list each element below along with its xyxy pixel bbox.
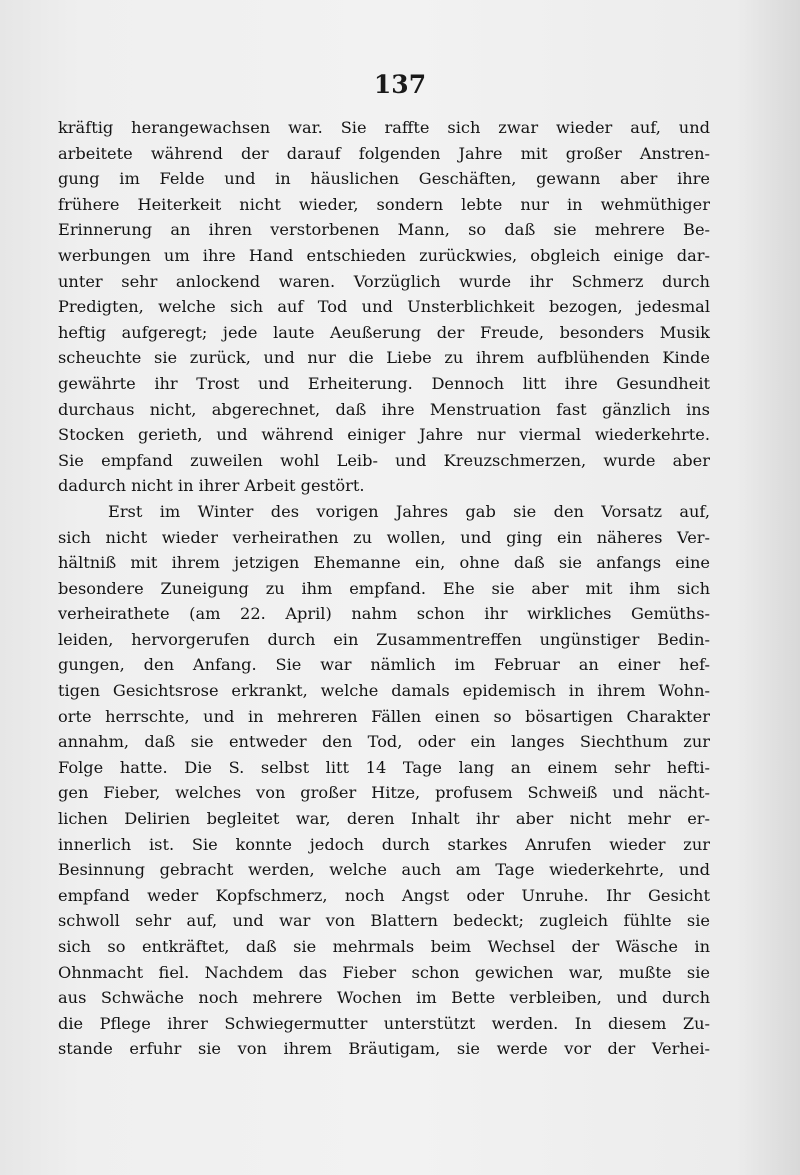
text-line: heftig aufgeregt; jede laute Aeußerung der Freude, besonders Musik <box>58 322 710 342</box>
text-line: kräftig herangewachsen war. Sie raffte sich zwar wieder auf, und <box>58 118 710 137</box>
text-line: tigen Gesichtsrose erkrankt, welche damals epidemisch in ihrem Wohn- <box>58 681 710 701</box>
text-line: scheuchte sie zurück, und nur die Liebe zu ihrem aufblühenden Kinde <box>58 348 710 368</box>
text-line: die Pflege ihrer Schwiegermutter unterstützt werden. In diesem Zu- <box>58 1013 710 1033</box>
text-line: besondere Zuneigung zu ihm empfand. Ehe sie aber mit ihm sich <box>58 578 710 598</box>
text-line: orte herrschte, und in mehreren Fällen einen so bösartigen Charakter <box>58 706 710 726</box>
text-line: verheirathete (am 22. April) nahm schon ihr wirkliches Gemüths- <box>58 604 710 624</box>
text-line: unter sehr anlockend waren. Vorzüglich wurde ihr Schmerz durch <box>58 271 710 291</box>
text-line: sich so entkräftet, daß sie mehrmals beim Wechsel der Wäsche in <box>58 937 710 956</box>
text-line: innerlich ist. Sie konnte jedoch durch starkes Anrufen wieder zur <box>58 834 710 854</box>
text-line: Besinnung gebracht werden, welche auch am Tage wiederkehrte, und <box>58 860 710 880</box>
text-line: Predigten, welche sich auf Tod und Unsterblichkeit bezogen, jedesmal <box>58 297 710 317</box>
text-line: schwoll sehr auf, und war von Blattern bedeckt; zugleich fühlte sie <box>58 911 710 931</box>
text-line: annahm, daß sie entweder den Tod, oder ein langes Siechthum zur <box>58 732 710 752</box>
text-line: gungen, den Anfang. Sie war nämlich im Februar an einer hef- <box>58 655 710 675</box>
text-line: Sie empfand zuweilen wohl Leib- und Kreuzschmerzen, wurde aber <box>58 450 710 470</box>
text-line: lichen Delirien begleitet war, deren Inhalt ihr aber nicht mehr er- <box>58 809 710 829</box>
page-number: 137 <box>373 70 427 99</box>
text-line: stande erfuhr sie von ihrem Bräutigam, sie werde vor der Verhei- <box>58 1039 710 1059</box>
text-line: sich nicht wieder verheirathen zu wollen, und ging ein näheres Ver- <box>58 527 710 547</box>
text-line: Ohnmacht fiel. Nachdem das Fieber schon gewichen war, mußte sie <box>58 962 710 982</box>
text-line: leiden, hervorgerufen durch ein Zusammentreffen ungünstiger Bedin- <box>58 629 710 649</box>
text-line: arbeitete während der darauf folgenden Jahre mit großer Anstren- <box>58 143 710 163</box>
text-line: aus Schwäche noch mehrere Wochen im Bette verbleiben, und durch <box>58 988 710 1008</box>
body-text <box>58 115 710 1062</box>
text-line: hältniß mit ihrem jetzigen Ehemanne ein, ohne daß sie anfangs eine <box>58 553 710 573</box>
text-line: gewährte ihr Trost und Erheiterung. Dennoch litt ihre Gesundheit <box>58 373 710 393</box>
text-line: frühere Heiterkeit nicht wieder, sondern lebte nur in wehmüthiger <box>58 194 710 214</box>
text-line: gen Fieber, welches von großer Hitze, profusem Schweiß und nächt- <box>58 783 710 803</box>
paragraph-end-line: dadurch nicht in ihrer Arbeit gestört. <box>58 476 365 496</box>
text-line: durchaus nicht, abgerechnet, daß ihre Menstruation fast gänzlich ins <box>58 399 710 419</box>
text-line: Folge hatte. Die S. selbst litt 14 Tage lang an einem sehr hefti- <box>58 757 710 777</box>
text-line: Erinnerung an ihren verstorbenen Mann, so daß sie mehrere Be- <box>58 220 710 240</box>
text-line: gung im Felde und in häuslichen Geschäften, gewann aber ihre <box>58 169 710 189</box>
paragraph-start-line: Erst im Winter des vorigen Jahres gab sie den Vorsatz auf, <box>108 501 710 521</box>
text-line: empfand weder Kopfschmerz, noch Angst oder Unruhe. Ihr Gesicht <box>58 885 710 905</box>
text-line: werbungen um ihre Hand entschieden zurückwies, obgleich einige dar- <box>58 245 710 265</box>
text-line: Stocken gerieth, und während einiger Jahre nur viermal wiederkehrte. <box>58 425 710 445</box>
